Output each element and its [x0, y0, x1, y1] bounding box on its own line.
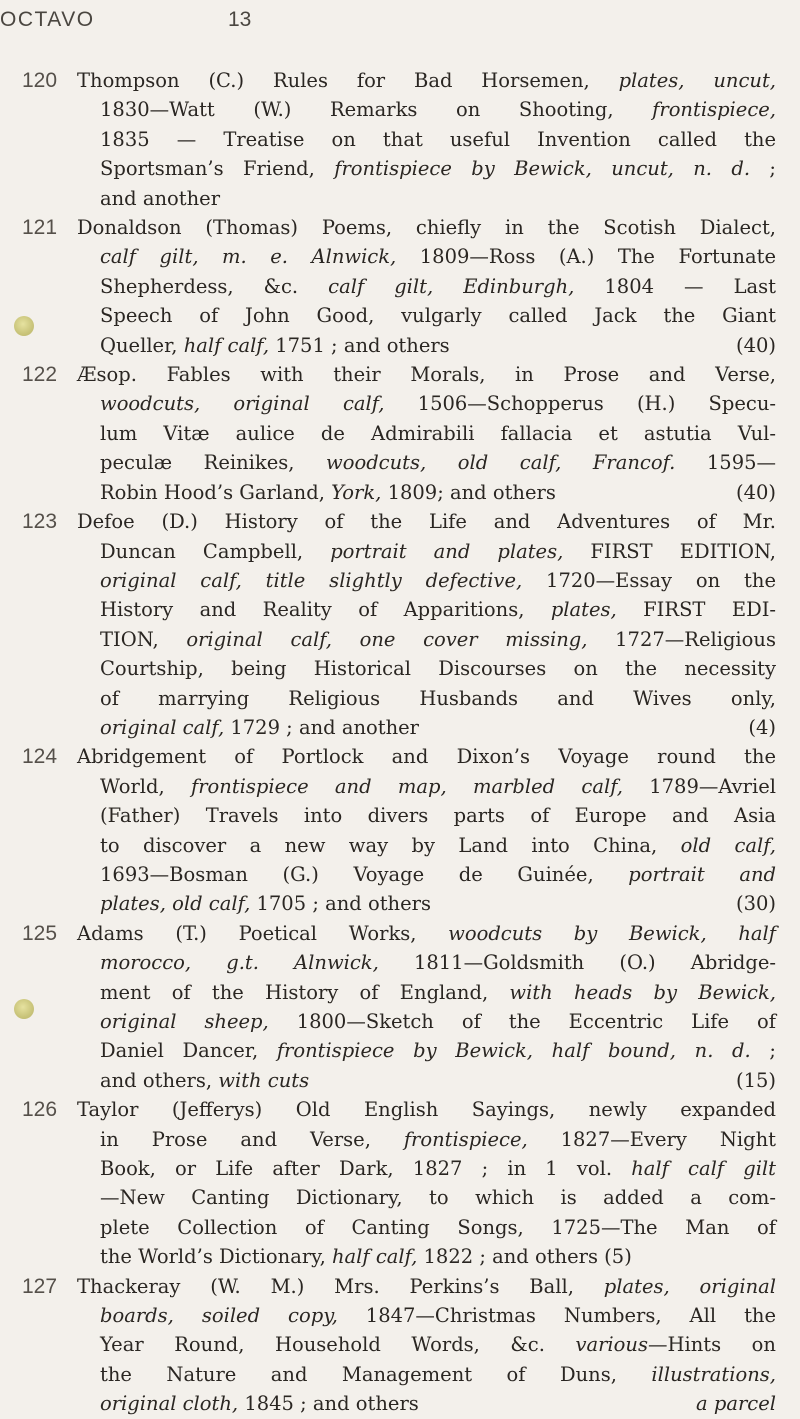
lot-line [100, 860, 776, 889]
lot-line [100, 1360, 776, 1389]
lot-line [77, 360, 776, 389]
lot-quantity: (15) [735, 1068, 776, 1092]
line-text: Queller, [100, 333, 184, 357]
lot-line [100, 478, 776, 507]
line-italic-text: half calf gilt [631, 1157, 776, 1181]
line-text: 1506—Schopperus (H.) Specu- [384, 392, 776, 416]
line-text: 1693—Bosman (G.) Voyage de Guinée, [100, 862, 629, 886]
lot-line [100, 301, 776, 330]
line-text: 1845 ; and others [238, 1392, 419, 1416]
line-text: 1727—Religious [587, 627, 776, 651]
lot-number: 122 [22, 363, 58, 387]
line-italic-text: plates, original [603, 1274, 776, 1298]
line-italic-text: plates, uncut, [618, 69, 776, 92]
lot-line [100, 566, 776, 595]
line-text: Duncan Campbell, [100, 539, 331, 563]
line-italic-text: boards, soiled copy, [100, 1304, 338, 1328]
lot-line [77, 1272, 776, 1301]
lot-description [0, 507, 800, 742]
line-text: Adams (T.) Poetical Works, [77, 921, 449, 945]
lot-description [0, 1272, 800, 1419]
lot-line [100, 331, 776, 360]
lot-line [100, 713, 776, 742]
lot-line [100, 242, 776, 271]
line-italic-text: frontispiece by Bewick, uncut, n. d. [334, 157, 751, 181]
lot-line [100, 1007, 776, 1036]
lot-quantity: (40) [735, 333, 776, 357]
line-italic-text: plates, old calf, [100, 892, 251, 916]
lot-entry-127 [0, 1272, 800, 1419]
line-italic-text: calf gilt, Edinburgh, [328, 274, 575, 298]
line-text: TION, [100, 627, 187, 651]
line-italic-text: half calf, [331, 1245, 418, 1269]
line-text: ment of the History of England, [100, 980, 510, 1004]
line-text: Book, or Life after Dark, 1827 ; in 1 vol. [100, 1157, 632, 1181]
line-text: the World’s Dictionary, [100, 1245, 332, 1269]
lot-entry-126 [0, 1095, 800, 1271]
line-text: Thackeray (W. M.) Mrs. Perkins’s Ball, [77, 1274, 604, 1298]
line-text: Donaldson (Thomas) Poems, chiefly in the Scotish Dialect, [77, 216, 776, 240]
line-italic-text: woodcuts by Bewick, half [448, 921, 776, 945]
lot-line [100, 537, 776, 566]
lot-line [100, 801, 776, 830]
line-italic-text: portrait and plates, [330, 539, 564, 563]
line-text: lum Vitæ aulice de Admirabili fallacia et astutia Vul- [100, 421, 776, 445]
line-text: Thompson (C.) Rules for Bad Horsemen, [77, 69, 619, 92]
line-italic-text: original calf, one cover missing, [186, 627, 588, 651]
lot-line [100, 448, 776, 477]
lot-entry-124 [0, 742, 800, 918]
line-text: 1751 ; and others [269, 333, 450, 357]
line-italic-text: half calf, [183, 333, 270, 357]
line-text: the Nature and Management of Duns, [100, 1362, 652, 1386]
line-italic-text: old calf, [680, 833, 776, 857]
lot-line [100, 1389, 776, 1418]
line-italic-text: with heads by Bewick, [509, 980, 776, 1004]
line-italic-text: York, [331, 480, 382, 504]
line-text: —New Canting Dictionary, to which is added a com- [100, 1186, 776, 1210]
line-text: Taylor (Jefferys) Old English Sayings, newly expanded [77, 1098, 776, 1122]
line-text: 1595— [675, 451, 777, 475]
collector-mark-icon [14, 316, 34, 336]
lot-line [100, 1330, 776, 1359]
line-italic-text: woodcuts, old calf, Francof. [326, 451, 676, 475]
line-text: World, [100, 774, 191, 798]
lot-number: 123 [22, 510, 58, 534]
line-text: 1720—Essay on the [522, 568, 776, 592]
lot-list [0, 66, 800, 1419]
line-italic-text: original sheep, [100, 1010, 269, 1033]
lot-quantity: (4) [748, 715, 776, 739]
lot-line [100, 1154, 776, 1183]
line-text: FIRST EDI- [616, 598, 777, 622]
line-text: Robin Hood’s Garland, [100, 480, 332, 504]
line-text: Daniel Dancer, [100, 1039, 277, 1063]
line-italic-text: frontispiece, [403, 1127, 528, 1151]
line-text: Abridgement of Portlock and Dixon’s Voyage round the [77, 745, 776, 769]
line-italic-text: plates, [550, 598, 617, 622]
line-italic-text: various [575, 1333, 648, 1357]
lot-entry-120 [0, 66, 800, 213]
lot-line [100, 948, 776, 977]
line-text: Æsop. Fables with their Morals, in Prose and Verse, [77, 363, 776, 387]
lot-line [100, 654, 776, 683]
line-text: and others, [100, 1068, 219, 1092]
lot-line [100, 684, 776, 713]
lot-line [100, 1066, 776, 1095]
line-italic-text: morocco, g.t. Alnwick, [100, 951, 379, 975]
lot-description [0, 213, 800, 360]
line-text: Shepherdess, &c. [100, 274, 329, 298]
lot-quantity: (40) [735, 480, 776, 504]
lot-line [100, 978, 776, 1007]
line-text: Speech of John Good, vulgarly called Jack the Giant [100, 304, 776, 328]
lot-number: 121 [22, 216, 58, 240]
lot-line [100, 1242, 776, 1271]
line-italic-text: frontispiece, [652, 98, 776, 122]
line-text: —Hints on [647, 1333, 776, 1357]
line-text: ; [750, 1039, 776, 1063]
lot-description [0, 360, 800, 507]
lot-description [0, 742, 800, 918]
line-text: 1800—Sketch of the Eccentric Life of [268, 1010, 776, 1033]
lot-line [100, 272, 776, 301]
lot-line [100, 772, 776, 801]
lot-line [100, 184, 776, 213]
line-text: and another [100, 186, 221, 210]
line-text: 1811—Goldsmith (O.) Abridge- [378, 951, 776, 975]
lot-line [100, 1125, 776, 1154]
lot-number: 120 [22, 69, 58, 92]
lot-line [77, 919, 776, 948]
line-text: Sportsman’s Friend, [100, 157, 335, 181]
line-text: Year Round, Household Words, &c. [100, 1333, 576, 1357]
line-text: 1822 ; and others (5) [417, 1245, 632, 1269]
line-text: 1789—Avriel [622, 774, 776, 798]
lot-line [100, 831, 776, 860]
lot-line [100, 389, 776, 418]
lot-line [100, 595, 776, 624]
line-text: 1835 — Treatise on that useful Invention called the [100, 127, 776, 151]
line-text: (Father) Travels into divers parts of Europe and Asia [100, 804, 776, 828]
lot-line [100, 1213, 776, 1242]
lot-line [100, 95, 776, 124]
line-text: History and Reality of Apparitions, [100, 598, 551, 622]
line-italic-text: original calf, [100, 715, 225, 739]
line-text: peculæ Reinikes, [100, 451, 327, 475]
page-header [0, 8, 300, 40]
line-text: 1809—Ross (A.) The Fortunate [396, 245, 776, 269]
lot-line [100, 1301, 776, 1330]
collector-mark-icon [14, 999, 34, 1019]
page-number: 13 [228, 8, 252, 31]
lot-number: 124 [22, 745, 58, 769]
lot-description [0, 66, 800, 213]
line-text: Courtship, being Historical Discourses on the necessity [100, 657, 776, 681]
line-text: Defoe (D.) History of the Life and Adventures of Mr. [77, 510, 776, 534]
lot-line [100, 889, 776, 918]
line-italic-text: illustrations, [651, 1362, 776, 1386]
lot-line [100, 1183, 776, 1212]
line-italic-text: frontispiece by Bewick, half bound, n. d. [276, 1039, 751, 1063]
line-italic-text: original cloth, [100, 1392, 239, 1416]
lot-line [100, 125, 776, 154]
line-text: of marrying Religious Husbands and Wives only, [100, 686, 776, 710]
line-text: 1827—Every Night [527, 1127, 776, 1151]
lot-number: 125 [22, 921, 58, 945]
line-text: to discover a new way by Land into China, [100, 833, 681, 857]
lot-quantity: a parcel [696, 1392, 776, 1416]
lot-line [77, 1095, 776, 1124]
lot-line [77, 507, 776, 536]
line-italic-text: with cuts [218, 1068, 310, 1092]
lot-entry-121 [0, 213, 800, 360]
lot-number: 127 [22, 1274, 58, 1298]
line-italic-text: calf gilt, m. e. Alnwick, [100, 245, 397, 269]
lot-entry-125 [0, 919, 800, 1095]
line-italic-text: frontispiece and map, marbled calf, [191, 774, 623, 798]
lot-line [77, 66, 776, 95]
line-text: 1705 ; and others [250, 892, 431, 916]
lot-number: 126 [22, 1098, 58, 1122]
line-text: in Prose and Verse, [100, 1127, 404, 1151]
line-italic-text: original calf, title slightly defective, [100, 568, 523, 592]
lot-line [100, 419, 776, 448]
line-text: 1804 — Last [574, 274, 776, 298]
lot-entry-122 [0, 360, 800, 507]
lot-line [77, 742, 776, 771]
line-text: ; [750, 157, 776, 181]
lot-line [100, 625, 776, 654]
section-heading: OCTAVO [0, 8, 95, 31]
line-text: 1830—Watt (W.) Remarks on Shooting, [100, 98, 653, 122]
lot-description [0, 919, 800, 1095]
line-text: plete Collection of Canting Songs, 1725—The Man of [100, 1215, 776, 1239]
lot-description [0, 1095, 800, 1271]
lot-line [100, 1036, 776, 1065]
line-italic-text: portrait and [628, 862, 776, 886]
lot-quantity: (30) [735, 892, 776, 916]
line-text: 1847—Christmas Numbers, All the [337, 1304, 776, 1328]
line-text: 1729 ; and another [224, 715, 419, 739]
lot-line [77, 213, 776, 242]
lot-entry-123 [0, 507, 800, 742]
line-italic-text: woodcuts, original calf, [100, 392, 385, 416]
line-text: FIRST EDITION, [563, 539, 776, 563]
line-text: 1809; and others [381, 480, 556, 504]
lot-line [100, 154, 776, 183]
